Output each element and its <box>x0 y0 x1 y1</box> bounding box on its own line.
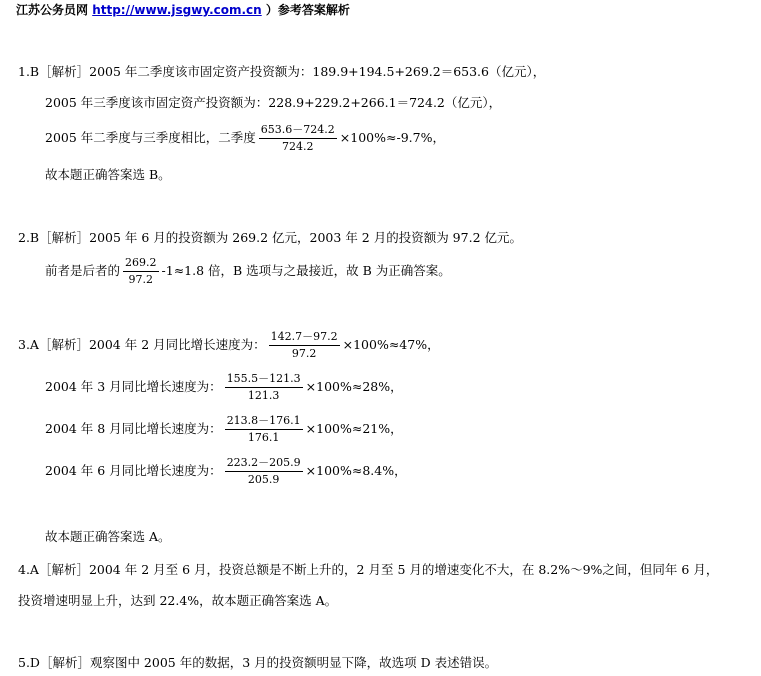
q2-line1: 2.B［解析］2005 年 6 月的投资额为 269.2 亿元，2003 年 2 月的投资额为 97.2 亿元。 <box>18 230 522 245</box>
q3-fraction-1-denominator: 97.2 <box>291 347 317 360</box>
q3-fraction-3 <box>225 414 303 445</box>
q1-line3 <box>45 120 445 156</box>
q3-line2-post: ×100%≈28%， <box>305 379 403 394</box>
q1-fraction-numerator: 653.6－724.2 <box>259 123 337 139</box>
q1-fraction-denominator: 724.2 <box>282 140 314 153</box>
q2-fraction-numerator: 269.2 <box>123 256 159 272</box>
q3-fraction-4-numerator: 223.2－205.9 <box>225 456 303 472</box>
q4-line2: 投资增速明显上升，达到 22.4%，故本题正确答案选 A。 <box>18 593 338 608</box>
q3-line4 <box>45 453 407 489</box>
q3-line4-post: ×100%≈8.4%， <box>305 463 407 478</box>
q2-line2-post: -1≈1.8 倍，B 选项与之最接近，故 B 为正确答案。 <box>161 263 451 278</box>
q3-fraction-3-denominator: 176.1 <box>247 431 280 444</box>
q3-fraction-2 <box>225 372 303 403</box>
q3-fraction-3-numerator: 213.8－176.1 <box>225 414 303 430</box>
header-suffix: ）参考答案解析 <box>265 3 350 17</box>
q3-line5: 故本题正确答案选 A。 <box>45 529 171 544</box>
q3-fraction-4 <box>225 456 303 487</box>
q3-line3 <box>45 411 403 447</box>
q3-line1-post: ×100%≈47%， <box>342 337 440 352</box>
q2-fraction <box>123 256 159 287</box>
q2-line2 <box>45 253 451 289</box>
q4-line1: 4.A［解析］2004 年 2 月至 6 月，投资总额是不断上升的，2 月至 5 月的增速变化不大，在 8.2%～9%之间，但同年 6 月， <box>18 562 719 577</box>
q2-fraction-denominator: 97.2 <box>128 273 154 286</box>
site-name: 江苏公务员网 <box>16 3 89 17</box>
q3-fraction-1 <box>269 330 340 361</box>
q1-fraction <box>259 123 337 154</box>
q3-fraction-4-denominator: 205.9 <box>247 473 280 486</box>
q2-line2-pre: 前者是后者的 <box>45 263 121 278</box>
q3-line2 <box>45 369 403 405</box>
q1-line4: 故本题正确答案选 B。 <box>45 167 171 182</box>
q3-line3-post: ×100%≈21%， <box>305 421 403 436</box>
q3-fraction-2-numerator: 155.5－121.3 <box>225 372 303 388</box>
page-header <box>16 1 350 19</box>
q3-line1-pre: 3.A［解析］2004 年 2 月同比增长速度为： <box>18 337 266 352</box>
q3-fraction-2-denominator: 121.3 <box>247 389 280 402</box>
q1-line3-post: ×100%≈-9.7%， <box>339 130 445 145</box>
q3-line3-pre: 2004 年 8 月同比增长速度为： <box>45 421 222 436</box>
q1-line3-pre: 2005 年二季度与三季度相比，二季度 <box>45 130 256 145</box>
site-url-link[interactable]: http://www.jsgwy.com.cn <box>92 3 262 17</box>
q3-line2-pre: 2004 年 3 月同比增长速度为： <box>45 379 222 394</box>
q5-line1: 5.D［解析］观察图中 2005 年的数据，3 月的投资额明显下降，故选项 D 表述错误。 <box>18 655 498 670</box>
q3-line1 <box>18 327 440 363</box>
q1-line1: 1.B［解析］2005 年二季度该市固定资产投资额为：189.9+194.5+269.2＝653.6（亿元）， <box>18 64 546 79</box>
q1-line2: 2005 年三季度该市固定资产投资额为：228.9+229.2+266.1＝724.2（亿元）， <box>45 95 502 110</box>
q3-fraction-1-numerator: 142.7－97.2 <box>269 330 340 346</box>
q3-line4-pre: 2004 年 6 月同比增长速度为： <box>45 463 222 478</box>
